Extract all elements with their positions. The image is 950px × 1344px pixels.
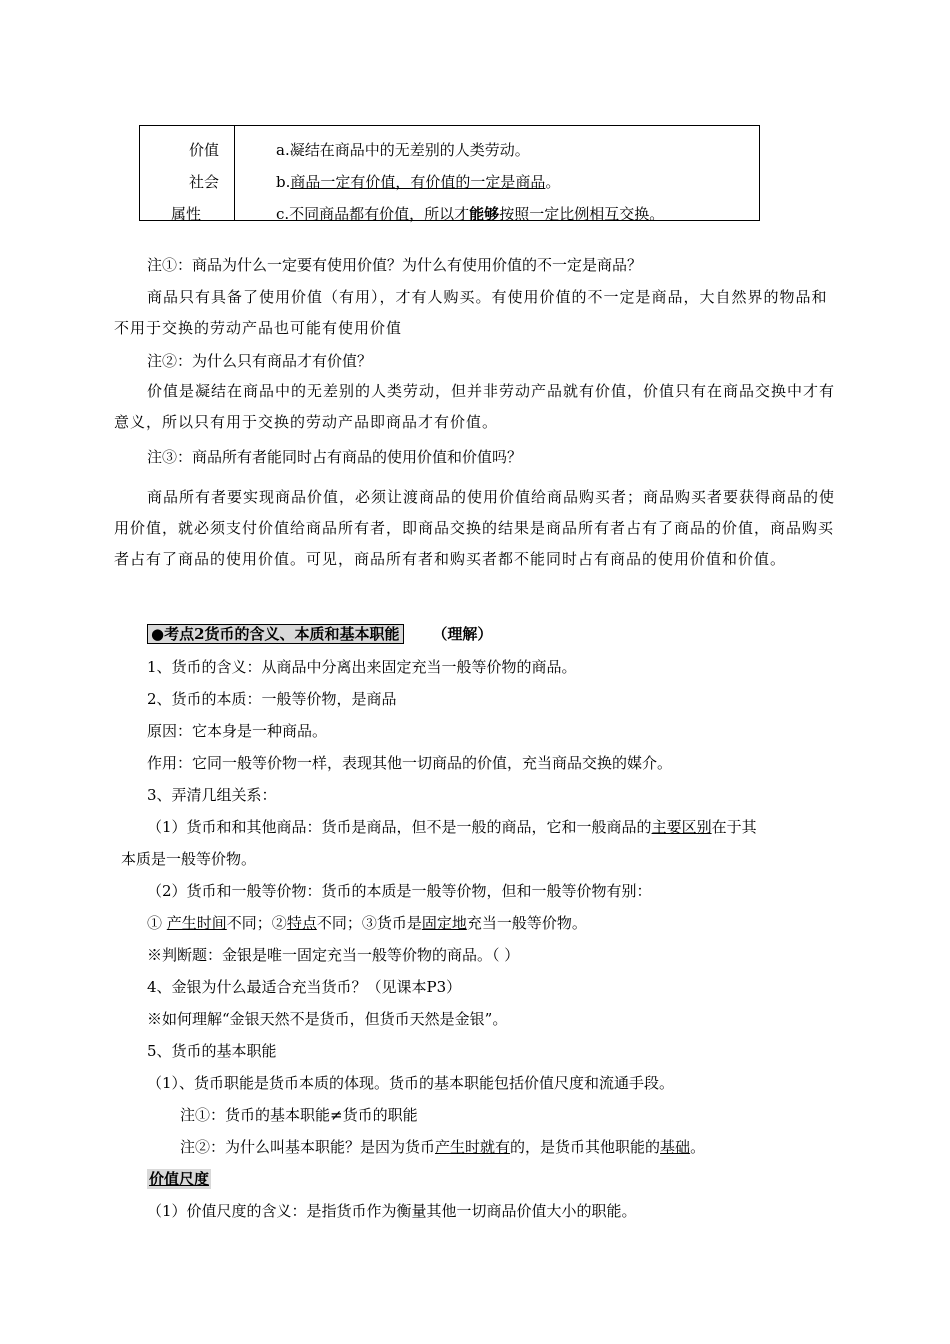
line-4: 作用：它同一般等价物一样，表现其他一切商品的价值，充当商品交换的媒介。 bbox=[147, 754, 673, 772]
line-7: （2）货币和一般等价物：货币的本质是一般等价物，但和一般等价物有别： bbox=[147, 882, 652, 900]
note1-answer: 商品只有具备了使用价值（有用），才有人购买。有使用价值的不一定是商品，大自然界的物品和不用于交换的劳动产品也可能有使用价值 bbox=[114, 288, 828, 337]
row-a: a.凝结在商品中的无差别的人类劳动。 bbox=[276, 141, 530, 159]
label-social: 社会 bbox=[189, 173, 220, 191]
line-11: ※如何理解“金银天然不是货币，但货币天然是金银”。 bbox=[147, 1010, 508, 1028]
line-1: 1、货币的含义：从商品中分离出来固定充当一般等价物的商品。 bbox=[147, 658, 577, 676]
note3-question: 注③：商品所有者能同时占有商品的使用价值和价值吗？ bbox=[147, 448, 523, 466]
row-c: c.不同商品都有价值，所以才能够按照一定比例相互交换。 bbox=[276, 205, 665, 223]
section-heading bbox=[147, 624, 492, 644]
subheading-value-measure: 价值尺度 bbox=[149, 1170, 210, 1188]
line-12: 5、货币的基本职能 bbox=[147, 1042, 277, 1060]
note2-question: 注②：为什么只有商品才有价值？ bbox=[147, 352, 373, 370]
note2-answer: 价值是凝结在商品中的无差别的人类劳动，但并非劳动产品就有价值，价值只有在商品交换中才有意义，所以只有用于交换的劳动产品即商品才有价值。 bbox=[114, 382, 836, 431]
label-value: 价值 bbox=[189, 141, 220, 159]
note1-question: 注①：商品为什么一定要有使用价值？为什么有使用价值的不一定是商品？ bbox=[147, 256, 643, 274]
line-3: 原因：它本身是一种商品。 bbox=[147, 722, 328, 740]
kaodian-level: （理解） bbox=[432, 625, 493, 643]
line-8: ① 产生时间不同；②特点不同；③货币是固定地充当一般等价物。 bbox=[147, 914, 587, 932]
line-10: 4、金银为什么最适合充当货币？（见课本P3） bbox=[147, 978, 462, 996]
line-13: （1）、货币职能是货币本质的体现。货币的基本职能包括价值尺度和流通手段。 bbox=[147, 1074, 675, 1092]
table-content-cell bbox=[235, 126, 760, 221]
line-2: 2、货币的本质：一般等价物，是商品 bbox=[147, 690, 397, 708]
line-14: 注①：货币的基本职能≠货币的职能 bbox=[180, 1106, 418, 1124]
line-15: 注②：为什么叫基本职能？是因为货币产生时就有的，是货币其他职能的基础。 bbox=[180, 1138, 706, 1156]
attribute-table bbox=[139, 125, 760, 221]
kaodian-title: ●考点2货币的含义、本质和基本职能 bbox=[147, 624, 404, 644]
line-9: ※判断题：金银是唯一固定充当一般等价物的商品。（ ） bbox=[147, 946, 520, 964]
line-5: 3、弄清几组关系： bbox=[147, 786, 277, 804]
line-6-cont: 本质是一般等价物。 bbox=[121, 850, 257, 868]
note3-answer: 商品所有者要实现商品价值，必须让渡商品的使用价值给商品购买者；商品购买者要获得商品的使用价值，就必须支付价值给商品所有者，即商品交换的结果是商品所有者占有了商品的价值，商品购买者占有了商品的使用价值。可见，商品所有者和购买者都不能同时占有商品的使用价值和价值。 bbox=[114, 488, 836, 568]
label-attribute: 属性 bbox=[171, 205, 202, 223]
row-b: b.商品一定有价值，有价值的一定是商品。 bbox=[276, 173, 561, 191]
line-17: （1）价值尺度的含义：是指货币作为衡量其他一切商品价值大小的职能。 bbox=[147, 1202, 637, 1220]
line-6: （1）货币和和其他商品：货币是商品，但不是一般的商品，它和一般商品的主要区别在于其 bbox=[147, 818, 757, 836]
table-label-cell bbox=[140, 126, 235, 221]
